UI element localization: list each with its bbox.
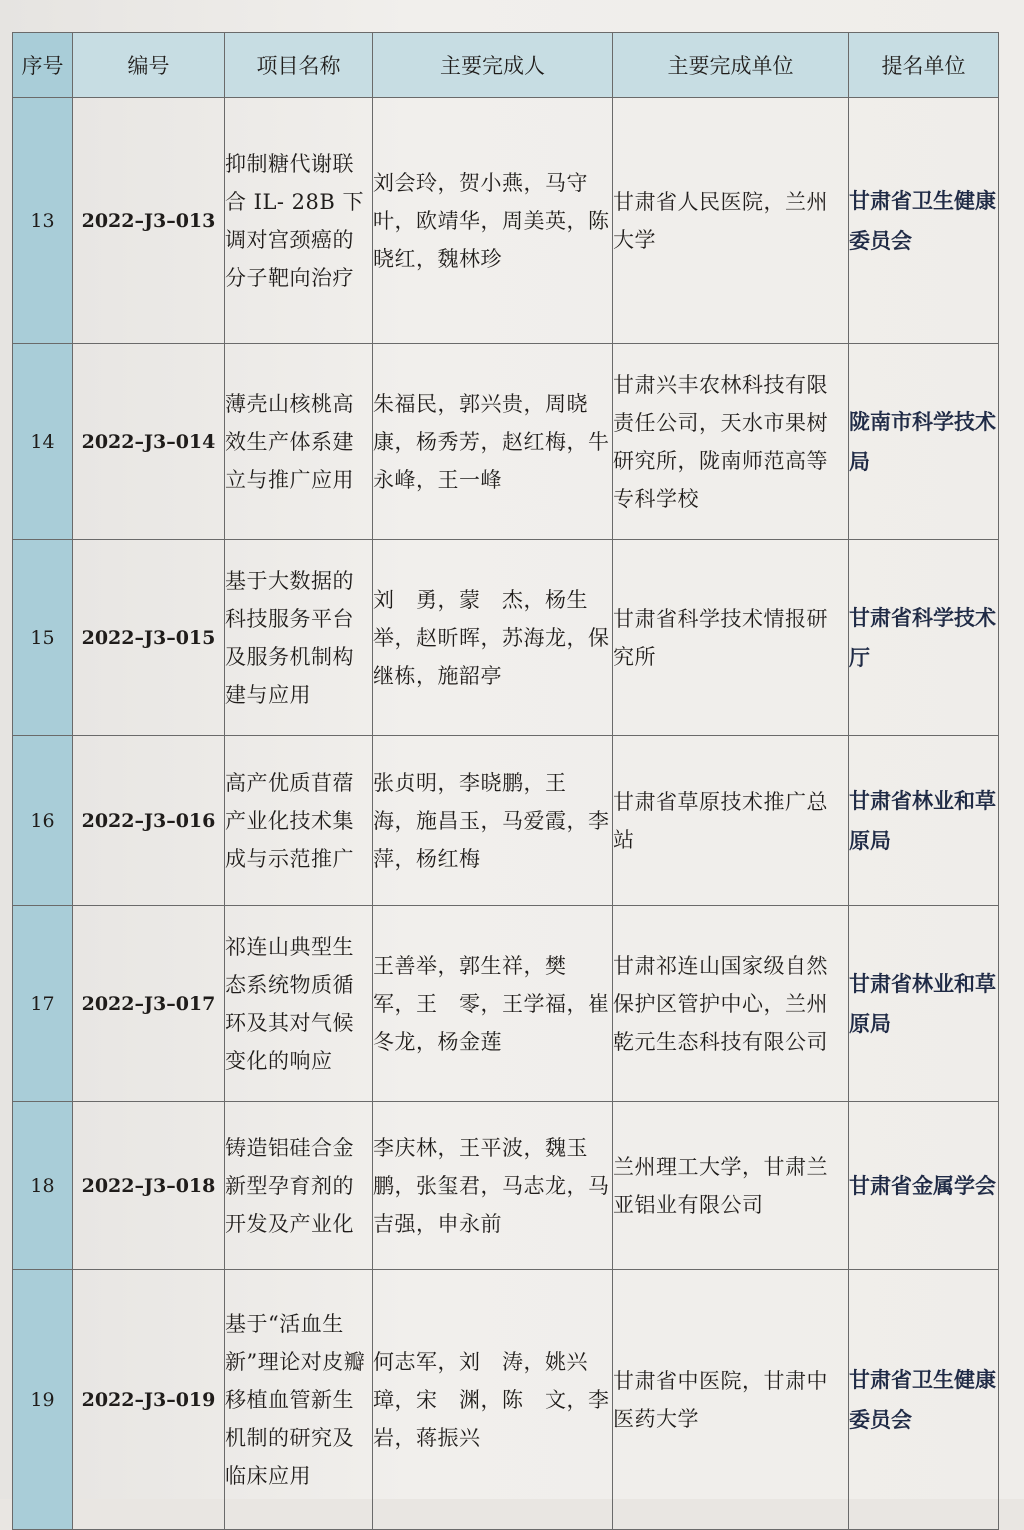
cell-code: 2022–J3–018: [73, 1102, 225, 1270]
cell-persons: 朱福民，郭兴贵，周晓康，杨秀芳，赵红梅，牛永峰，王一峰: [373, 344, 613, 540]
cell-units: 甘肃省科学技术情报研究所: [613, 540, 849, 736]
cell-project: 铸造铝硅合金新型孕育剂的开发及产业化: [225, 1102, 373, 1270]
header-seq: 序号: [13, 33, 73, 98]
cell-persons: 何志军，刘 涛，姚兴璋，宋 渊，陈 文，李 岩，蒋振兴: [373, 1270, 613, 1530]
cell-project: 基于“活血生新”理论对皮瓣移植血管新生机制的研究及临床应用: [225, 1270, 373, 1530]
cell-nominator: 甘肃省卫生健康委员会: [849, 1270, 999, 1530]
cell-persons: 刘 勇，蒙 杰，杨生举，赵昕晖，苏海龙，保继栋，施韶亭: [373, 540, 613, 736]
header-nominator: 提名单位: [849, 33, 999, 98]
cell-nominator: 甘肃省卫生健康委员会: [849, 98, 999, 344]
header-units: 主要完成单位: [613, 33, 849, 98]
cell-persons: 刘会玲，贺小燕，马守叶，欧靖华，周美英，陈晓红，魏林珍: [373, 98, 613, 344]
cell-units: 甘肃祁连山国家级自然保护区管护中心，兰州乾元生态科技有限公司: [613, 906, 849, 1102]
cell-nominator: 甘肃省金属学会: [849, 1102, 999, 1270]
cell-nominator: 甘肃省科学技术厅: [849, 540, 999, 736]
cell-nominator: 陇南市科学技术局: [849, 344, 999, 540]
cell-units: 甘肃省中医院，甘肃中医药大学: [613, 1270, 849, 1530]
cell-code: 2022–J3–017: [73, 906, 225, 1102]
header-persons: 主要完成人: [373, 33, 613, 98]
cell-seq: 19: [13, 1270, 73, 1530]
table-row: [13, 906, 999, 1102]
table-row: [13, 98, 999, 344]
table-row: [13, 1270, 999, 1530]
cell-nominator: 甘肃省林业和草原局: [849, 736, 999, 906]
cell-nominator: 甘肃省林业和草原局: [849, 906, 999, 1102]
cell-project: 高产优质苜蓿产业化技术集成与示范推广: [225, 736, 373, 906]
cell-code: 2022–J3–013: [73, 98, 225, 344]
cell-seq: 14: [13, 344, 73, 540]
cell-persons: 王善举，郭生祥，樊 军，王 零，王学福，崔冬龙，杨金莲: [373, 906, 613, 1102]
cell-units: 兰州理工大学，甘肃兰亚铝业有限公司: [613, 1102, 849, 1270]
cell-units: 甘肃省人民医院，兰州大学: [613, 98, 849, 344]
cell-persons: 李庆林，王平波，魏玉鹏，张玺君，马志龙，马吉强，申永前: [373, 1102, 613, 1270]
header-code: 编号: [73, 33, 225, 98]
table-row: [13, 540, 999, 736]
table-row: [13, 1102, 999, 1270]
cell-code: 2022–J3–016: [73, 736, 225, 906]
cell-seq: 15: [13, 540, 73, 736]
cell-seq: 17: [13, 906, 73, 1102]
cell-code: 2022–J3–014: [73, 344, 225, 540]
cell-units: 甘肃兴丰农林科技有限责任公司，天水市果树研究所，陇南师范高等专科学校: [613, 344, 849, 540]
cell-code: 2022–J3–019: [73, 1270, 225, 1530]
table-row: [13, 736, 999, 906]
header-project: 项目名称: [225, 33, 373, 98]
table-header: [13, 33, 999, 98]
cell-code: 2022–J3–015: [73, 540, 225, 736]
cell-project: 祁连山典型生态系统物质循环及其对气候变化的响应: [225, 906, 373, 1102]
cell-seq: 16: [13, 736, 73, 906]
table-row: [13, 344, 999, 540]
cell-seq: 18: [13, 1102, 73, 1270]
cell-project: 薄壳山核桃高效生产体系建立与推广应用: [225, 344, 373, 540]
cell-project: 基于大数据的科技服务平台及服务机制构建与应用: [225, 540, 373, 736]
cell-seq: 13: [13, 98, 73, 344]
cell-project: 抑制糖代谢联合 IL- 28B 下调对宫颈癌的分子靶向治疗: [225, 98, 373, 344]
awards-table: [12, 32, 999, 1530]
cell-persons: 张贞明，李晓鹏，王 海，施昌玉，马爱霞，李 萍，杨红梅: [373, 736, 613, 906]
cell-units: 甘肃省草原技术推广总站: [613, 736, 849, 906]
